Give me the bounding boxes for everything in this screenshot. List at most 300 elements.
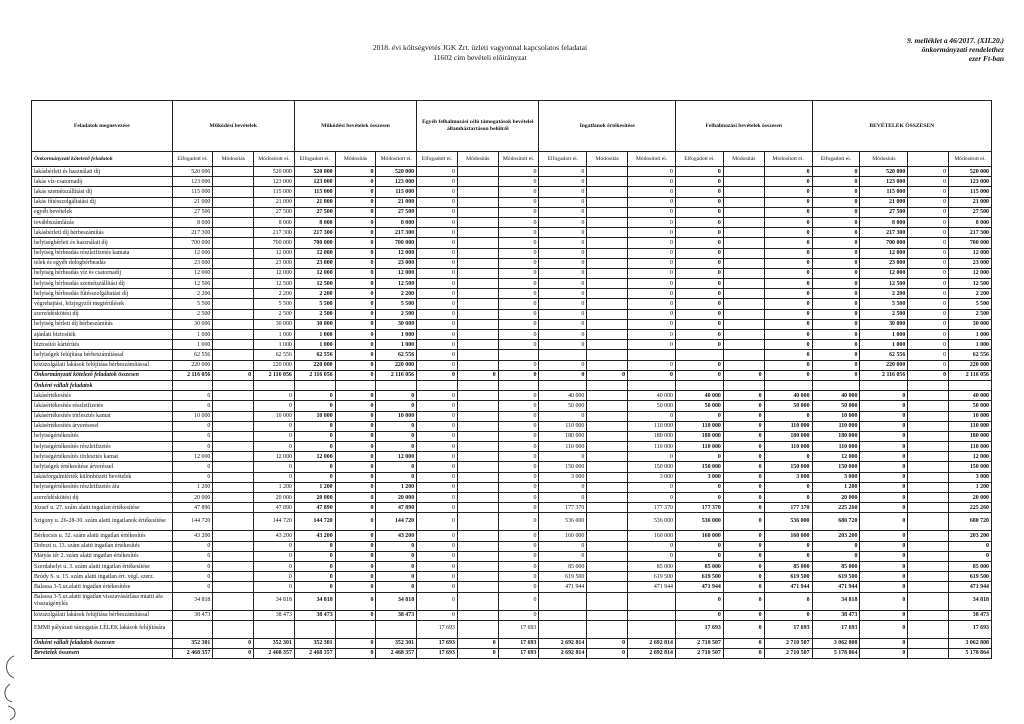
value-cell: 30 000: [294, 319, 335, 329]
value-cell: 62 556: [294, 350, 335, 360]
value-cell: 0: [335, 350, 376, 360]
value-cell: [457, 503, 498, 513]
value-cell: 0: [254, 472, 295, 482]
column-header-change: Módosítás: [213, 152, 254, 167]
value-cell: [213, 319, 254, 329]
value-cell: [908, 582, 949, 592]
value-cell: 0: [675, 197, 723, 207]
value-cell: 0: [908, 207, 949, 217]
value-cell: 0: [417, 462, 458, 472]
value-cell: 0: [628, 551, 676, 561]
value-cell: [908, 648, 949, 658]
value-cell: 0: [860, 620, 908, 638]
value-cell: 17 693: [498, 638, 539, 648]
value-cell: 0: [417, 177, 458, 187]
row-label: Bérkocsis u. 32. szám alatti ingatlan értékesítés: [32, 531, 173, 541]
value-cell: [628, 610, 676, 620]
row-label: helyiségértékesítés törlesztés kamat: [32, 452, 173, 462]
value-cell: 1 200: [172, 482, 213, 492]
value-cell: [457, 620, 498, 638]
value-cell: 12 500: [254, 279, 295, 289]
value-cell: 0: [335, 551, 376, 561]
value-cell: 43 200: [172, 531, 213, 541]
value-cell: 0: [417, 531, 458, 541]
value-cell: 0: [417, 207, 458, 217]
value-cell: 0: [764, 197, 812, 207]
value-cell: 40 000: [949, 391, 992, 401]
value-cell: 12 000: [254, 248, 295, 258]
value-cell: [723, 309, 764, 319]
value-cell: 0: [498, 217, 539, 227]
value-cell: 471 944: [539, 582, 587, 592]
value-cell: 0: [417, 442, 458, 452]
value-cell: [723, 330, 764, 340]
row-label: lakás fűtésszolgáltatási díj: [32, 197, 173, 207]
value-cell: [213, 350, 254, 360]
value-cell: 38 473: [172, 610, 213, 620]
value-cell: 1 000: [376, 340, 417, 350]
value-cell: 0: [417, 299, 458, 309]
value-cell: 0: [675, 279, 723, 289]
value-cell: 180 000: [539, 431, 587, 441]
value-cell: [587, 289, 628, 299]
value-cell: 0: [417, 279, 458, 289]
value-cell: 0: [498, 462, 539, 472]
value-cell: 0: [498, 268, 539, 278]
value-cell: [764, 380, 812, 390]
value-cell: [587, 561, 628, 571]
value-cell: 0: [860, 513, 908, 531]
value-cell: 352 301: [294, 638, 335, 648]
value-cell: [628, 380, 676, 390]
value-cell: [172, 620, 213, 638]
value-cell: [213, 401, 254, 411]
value-cell: 17 693: [812, 620, 860, 638]
value-cell: [908, 531, 949, 541]
value-cell: 0: [294, 442, 335, 452]
value-cell: [457, 561, 498, 571]
value-cell: 0: [417, 551, 458, 561]
value-cell: 0: [294, 582, 335, 592]
value-cell: 21 000: [172, 197, 213, 207]
table-row: [32, 431, 992, 441]
value-cell: 0: [172, 401, 213, 411]
value-cell: [908, 462, 949, 472]
value-cell: 0: [294, 391, 335, 401]
value-cell: 0: [628, 482, 676, 492]
table-row: [32, 503, 992, 513]
value-cell: 0: [498, 561, 539, 571]
value-cell: 619 500: [628, 572, 676, 582]
value-cell: 0: [335, 207, 376, 217]
row-label: lakás szemétszállítási díj: [32, 187, 173, 197]
value-cell: [587, 401, 628, 411]
value-cell: [457, 207, 498, 217]
value-cell: [213, 309, 254, 319]
value-cell: 0: [539, 258, 587, 268]
value-cell: [587, 279, 628, 289]
value-cell: 0: [908, 340, 949, 350]
value-cell: 0: [764, 177, 812, 187]
value-cell: 0: [675, 299, 723, 309]
value-cell: 12 000: [860, 268, 908, 278]
value-cell: 700 000: [376, 238, 417, 248]
value-cell: 0: [812, 258, 860, 268]
value-cell: 110 000: [539, 442, 587, 452]
value-cell: 1 200: [812, 482, 860, 492]
value-cell: 0: [335, 531, 376, 541]
column-header-modified: Módosított ei.: [254, 152, 295, 167]
value-cell: [587, 299, 628, 309]
value-cell: 0: [812, 177, 860, 187]
value-cell: 2 468 357: [376, 648, 417, 658]
value-cell: 2 500: [949, 309, 992, 319]
value-cell: 0: [417, 503, 458, 513]
value-cell: 0: [764, 268, 812, 278]
table-row: [32, 620, 992, 638]
value-cell: [587, 472, 628, 482]
value-cell: 0: [457, 648, 498, 658]
column-header-row: [32, 152, 992, 167]
value-cell: [457, 431, 498, 441]
value-cell: 0: [723, 401, 764, 411]
value-cell: 12 000: [812, 452, 860, 462]
table-row: [32, 493, 992, 503]
value-cell: 21 000: [254, 197, 295, 207]
value-cell: [457, 279, 498, 289]
value-cell: 0: [764, 541, 812, 551]
value-cell: 0: [723, 620, 764, 638]
value-cell: 0: [628, 452, 676, 462]
value-cell: 150 000: [812, 462, 860, 472]
value-cell: 0: [860, 482, 908, 492]
value-cell: [587, 167, 628, 177]
column-header-modified: Módosított ei.: [628, 152, 676, 167]
value-cell: 34 818: [812, 592, 860, 610]
value-cell: 352 301: [172, 638, 213, 648]
value-cell: 50 000: [949, 401, 992, 411]
value-cell: 0: [335, 258, 376, 268]
value-cell: 536 000: [675, 513, 723, 531]
value-cell: [812, 380, 860, 390]
value-cell: 0: [860, 401, 908, 411]
value-cell: 47 890: [376, 503, 417, 513]
value-cell: 0: [335, 638, 376, 648]
row-label: telek és egyéb dologbérbeadás: [32, 258, 173, 268]
value-cell: 115 000: [294, 187, 335, 197]
value-cell: 619 500: [812, 572, 860, 582]
value-cell: 0: [628, 289, 676, 299]
value-cell: 27 500: [294, 207, 335, 217]
value-cell: [587, 197, 628, 207]
value-cell: 0: [675, 309, 723, 319]
value-cell: [213, 421, 254, 431]
value-cell: 12 000: [376, 452, 417, 462]
value-cell: 0: [417, 309, 458, 319]
value-cell: 0: [172, 551, 213, 561]
row-label: helyiségek felújítása bérbeszámítással: [32, 350, 173, 360]
value-cell: 0: [860, 551, 908, 561]
value-cell: [908, 572, 949, 582]
value-cell: [213, 217, 254, 227]
value-cell: 0: [860, 472, 908, 482]
row-label: helyiségek értékesítése árveréssel: [32, 462, 173, 472]
value-cell: 110 000: [812, 421, 860, 431]
value-cell: 1 000: [254, 330, 295, 340]
value-cell: 12 000: [860, 248, 908, 258]
value-cell: 12 500: [376, 279, 417, 289]
value-cell: 38 473: [254, 610, 295, 620]
value-cell: 160 000: [628, 531, 676, 541]
value-cell: 0: [335, 391, 376, 401]
value-cell: 0: [812, 228, 860, 238]
value-cell: 0: [812, 350, 860, 360]
value-cell: [417, 380, 458, 390]
value-cell: 0: [860, 582, 908, 592]
value-cell: 0: [254, 582, 295, 592]
value-cell: 0: [723, 541, 764, 551]
value-cell: [723, 279, 764, 289]
value-cell: 0: [213, 648, 254, 658]
value-cell: 0: [628, 541, 676, 551]
value-cell: 220 000: [949, 360, 992, 370]
value-cell: 3 000: [949, 472, 992, 482]
value-cell: 12 500: [949, 279, 992, 289]
value-cell: 0: [587, 370, 628, 380]
value-cell: [457, 340, 498, 350]
value-cell: 0: [498, 610, 539, 620]
value-cell: 619 500: [764, 572, 812, 582]
value-cell: 123 000: [860, 177, 908, 187]
table-row: [32, 592, 992, 610]
value-cell: 0: [335, 401, 376, 411]
value-cell: 0: [294, 572, 335, 582]
value-cell: [457, 268, 498, 278]
value-cell: [457, 452, 498, 462]
value-cell: 34 818: [254, 592, 295, 610]
table-row: [32, 319, 992, 329]
value-cell: 217 300: [294, 228, 335, 238]
value-cell: 536 000: [628, 513, 676, 531]
value-cell: [213, 411, 254, 421]
value-cell: 20 000: [949, 493, 992, 503]
value-cell: 0: [254, 401, 295, 411]
value-cell: 110 000: [675, 421, 723, 431]
value-cell: 0: [417, 592, 458, 610]
value-cell: 0: [812, 330, 860, 340]
value-cell: 0: [908, 187, 949, 197]
value-cell: 220 000: [172, 360, 213, 370]
value-cell: 2 200: [254, 289, 295, 299]
value-cell: 0: [417, 350, 458, 360]
row-label: Önkormányzati kötelező feladatok összesen: [32, 370, 173, 380]
row-label: Balassa 3-5.sz.alatti ingatlan visszavásárlása miatti áfa visszaigénylés: [32, 592, 173, 610]
value-cell: [457, 350, 498, 360]
value-cell: [587, 582, 628, 592]
category-header: Önkormányzati kötelező feladatok: [32, 152, 173, 167]
value-cell: [457, 421, 498, 431]
value-cell: 0: [539, 197, 587, 207]
value-cell: 0: [764, 248, 812, 258]
value-cell: [213, 330, 254, 340]
value-cell: 2 500: [294, 309, 335, 319]
value-cell: 0: [539, 360, 587, 370]
value-cell: 30 000: [376, 319, 417, 329]
value-cell: 0: [812, 248, 860, 258]
value-cell: 0: [628, 493, 676, 503]
value-cell: 2 468 357: [254, 648, 295, 658]
value-cell: 220 000: [294, 360, 335, 370]
value-cell: 0: [812, 217, 860, 227]
value-cell: 0: [376, 431, 417, 441]
value-cell: [213, 197, 254, 207]
value-cell: 0: [908, 309, 949, 319]
value-cell: [213, 431, 254, 441]
value-cell: 0: [376, 541, 417, 551]
value-cell: 0: [417, 248, 458, 258]
value-cell: [587, 462, 628, 472]
value-cell: 20 000: [812, 493, 860, 503]
value-cell: [587, 380, 628, 390]
value-cell: 0: [498, 177, 539, 187]
value-cell: 62 556: [376, 350, 417, 360]
value-cell: [908, 411, 949, 421]
value-cell: 0: [498, 572, 539, 582]
value-cell: 0: [539, 452, 587, 462]
value-cell: 0: [723, 472, 764, 482]
value-cell: 0: [539, 551, 587, 561]
value-cell: 0: [498, 248, 539, 258]
value-cell: 8 000: [376, 217, 417, 227]
value-cell: 3 062 808: [812, 638, 860, 648]
column-header-approved: Elfogadott ei.: [675, 152, 723, 167]
value-cell: [587, 268, 628, 278]
value-cell: 34 818: [949, 592, 992, 610]
value-cell: 0: [498, 299, 539, 309]
value-cell: [587, 340, 628, 350]
row-label: végrehajtási, közjegyzői megtérülések: [32, 299, 173, 309]
table-row: [32, 531, 992, 541]
value-cell: 0: [539, 411, 587, 421]
value-cell: [457, 462, 498, 472]
value-cell: 0: [539, 248, 587, 258]
column-header-modified: Módosított ei.: [764, 152, 812, 167]
value-cell: 0: [628, 258, 676, 268]
value-cell: 0: [335, 592, 376, 610]
value-cell: 0: [417, 452, 458, 462]
value-cell: 10 000: [294, 411, 335, 421]
value-cell: 0: [764, 309, 812, 319]
value-cell: 0: [812, 541, 860, 551]
value-cell: 0: [417, 513, 458, 531]
value-cell: [723, 248, 764, 258]
document-title: [360, 43, 600, 63]
value-cell: [457, 472, 498, 482]
value-cell: 0: [764, 207, 812, 217]
value-cell: 0: [908, 330, 949, 340]
value-cell: 0: [172, 561, 213, 571]
value-cell: [587, 228, 628, 238]
value-cell: 47 890: [172, 503, 213, 513]
value-cell: 1 200: [254, 482, 295, 492]
value-cell: 0: [764, 299, 812, 309]
value-cell: [213, 289, 254, 299]
value-cell: 0: [213, 638, 254, 648]
value-cell: 0: [294, 561, 335, 571]
value-cell: 0: [723, 482, 764, 492]
value-cell: 27 500: [860, 207, 908, 217]
value-cell: [457, 380, 498, 390]
value-cell: 0: [675, 177, 723, 187]
value-cell: 3 000: [764, 472, 812, 482]
value-cell: 0: [498, 167, 539, 177]
value-cell: [213, 340, 254, 350]
value-cell: [587, 187, 628, 197]
column-header-approved: Elfogadott ei.: [539, 152, 587, 167]
value-cell: 50 000: [764, 401, 812, 411]
table-row: [32, 309, 992, 319]
value-cell: 0: [628, 197, 676, 207]
value-cell: 38 473: [949, 610, 992, 620]
value-cell: 2 692 814: [539, 648, 587, 658]
value-cell: 180 000: [949, 431, 992, 441]
value-cell: 115 000: [376, 187, 417, 197]
value-cell: 0: [764, 228, 812, 238]
value-cell: 0: [812, 279, 860, 289]
row-label: lakásértékesítés részletfizetés: [32, 401, 173, 411]
value-cell: 0: [254, 561, 295, 571]
table-body: [32, 167, 992, 659]
value-cell: [457, 217, 498, 227]
value-cell: 3 000: [812, 472, 860, 482]
stamp-mark: [0, 650, 34, 724]
value-cell: 0: [498, 258, 539, 268]
value-cell: 85 000: [949, 561, 992, 571]
value-cell: [294, 620, 335, 638]
value-cell: 2 200: [294, 289, 335, 299]
value-cell: [908, 541, 949, 551]
value-cell: 40 000: [539, 391, 587, 401]
value-cell: 0: [675, 411, 723, 421]
value-cell: [539, 350, 587, 360]
row-label: lakás víz-csatornadíj: [32, 177, 173, 187]
value-cell: [908, 401, 949, 411]
table-row: [32, 472, 992, 482]
column-header-modified: Módosított ei.: [949, 152, 992, 167]
table-row: [32, 401, 992, 411]
value-cell: 2 200: [376, 289, 417, 299]
value-cell: 0: [498, 319, 539, 329]
value-cell: 619 500: [539, 572, 587, 582]
value-cell: 0: [908, 299, 949, 309]
value-cell: 2 692 814: [628, 648, 676, 658]
value-cell: 0: [908, 197, 949, 207]
value-cell: 0: [628, 370, 676, 380]
value-cell: 0: [498, 431, 539, 441]
group-header-operating: Működési bevételek: [172, 101, 294, 152]
value-cell: 536 000: [764, 513, 812, 531]
value-cell: [213, 279, 254, 289]
table-row: [32, 167, 992, 177]
value-cell: 0: [498, 493, 539, 503]
value-cell: [628, 350, 676, 360]
value-cell: 0: [417, 401, 458, 411]
value-cell: 110 000: [764, 421, 812, 431]
value-cell: 0: [628, 217, 676, 227]
value-cell: 0: [723, 582, 764, 592]
value-cell: [587, 258, 628, 268]
value-cell: [723, 167, 764, 177]
